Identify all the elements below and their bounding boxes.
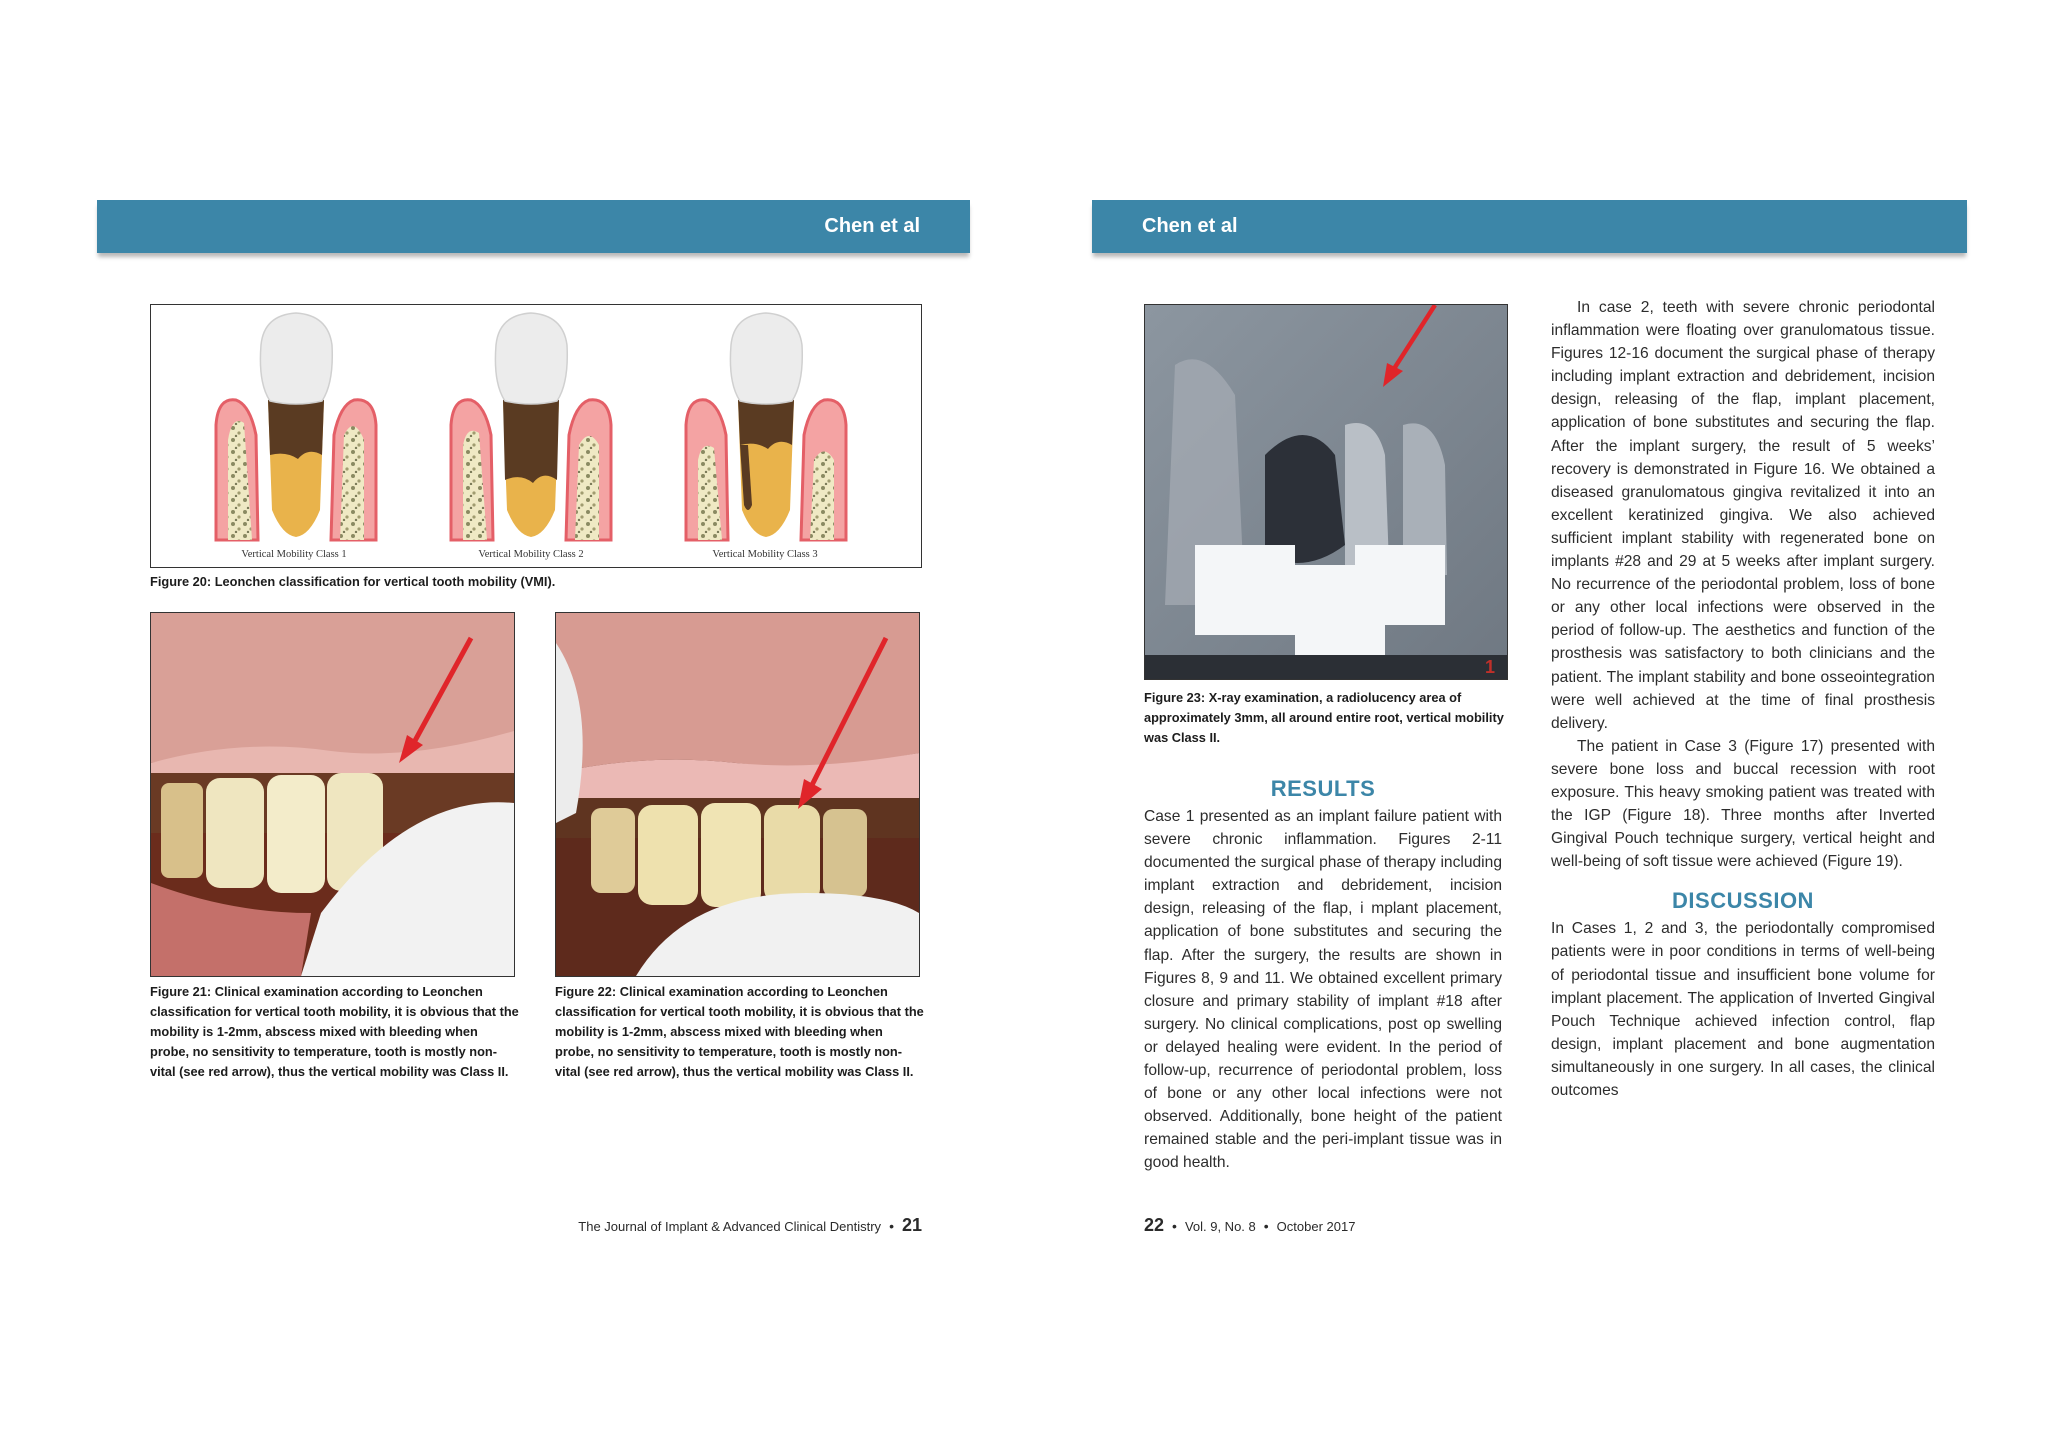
fig21-caption-label: Figure 21:	[150, 984, 212, 999]
figure-20-caption	[150, 572, 920, 592]
figure-22-caption	[555, 982, 925, 1082]
tooth-class-3	[686, 313, 846, 540]
left-header-title: Chen et al	[824, 215, 920, 237]
figure-23-caption	[1144, 688, 1504, 748]
results-paragraph: Case 1 presented as an implant failure patient with severe chronic inflammation. Figures 2-11 documented the surgical phase of therapy including implant extraction and debridement, incision design, releasing of the flap, i mplant placement, application of bone substitutes and securing the flap. After the surgery, the results are shown in Figures 8, 9 and 11. We obtained excellent primary closure and primary stability of implant #18 after surgery. No clinical complications, post op swelling or delayed healing were evident. In the period of follow-up, recurrence of periodontal problem, loss of bone or any other local infections were not observed. Additionally, bone height of the patient remained stable and the peri-implant tissue was in good health.	[1144, 808, 1502, 1172]
figure-21-caption	[150, 982, 520, 1082]
discussion-heading: DISCUSSION	[1672, 888, 1814, 914]
fig20-label-class1: Vertical Mobility Class 1	[241, 549, 347, 560]
tooth-mobility-diagram	[151, 305, 921, 567]
xray-image	[1145, 305, 1507, 679]
fig20-caption-text: Leonchen classification for vertical tooth mobility (VMI).	[214, 574, 556, 589]
tooth-class-2	[451, 313, 611, 540]
footer-date: October 2017	[1276, 1219, 1356, 1234]
footer-left-page-number: 21	[901, 1215, 922, 1235]
clinical-photo-1	[151, 613, 514, 976]
figure-23-xray	[1144, 304, 1508, 680]
fig22-caption-text: Clinical examination according to Leonchen classification for vertical tooth mobility, it is obvious that the mobility is 1-2mm, abscess mixed with bleeding when probe, no sensitivity to temperature, tooth is mostly non-vital (see red arrow), thus the vertical mobility was Class II.	[555, 984, 924, 1079]
results-heading: RESULTS	[1270, 776, 1376, 801]
figure-20-diagram	[150, 304, 922, 568]
right-footer: 22 • Vol. 9, No. 8 • October 2017	[1144, 1215, 1356, 1235]
right-text-column	[1551, 296, 1935, 1102]
right-header-title: Chen et al	[1142, 215, 1238, 237]
fig23-caption-text: X-ray examination, a radiolucency area of approximately 3mm, all around entire root, vertical mobility was Class II.	[1144, 690, 1504, 745]
fig21-caption-text: Clinical examination according to Leonchen classification for vertical tooth mobility, it is obvious that the mobility is 1-2mm, abscess mixed with bleeding when probe, no sensitivity to temperature, tooth is mostly non-vital (see red arrow), thus the vertical mobility was Class II.	[150, 984, 519, 1079]
right-page	[1024, 0, 2048, 1448]
right-header-bar	[1092, 200, 1967, 253]
figure-21-photo	[150, 612, 515, 977]
fig20-label-class3: Vertical Mobility Class 3	[712, 549, 818, 560]
left-header-bar	[97, 200, 970, 253]
footer-volume: Vol. 9, No. 8	[1184, 1219, 1256, 1234]
footer-journal-name: The Journal of Implant & Advanced Clinical Dentistry	[578, 1219, 882, 1234]
results-column	[1144, 771, 1502, 1175]
fig20-label-class2: Vertical Mobility Class 2	[478, 549, 584, 560]
left-footer: The Journal of Implant & Advanced Clinical Dentistry • 21	[578, 1215, 922, 1235]
figure-22-photo	[555, 612, 920, 977]
fig23-caption-label: Figure 23:	[1144, 690, 1206, 705]
discussion-paragraph: In Cases 1, 2 and 3, the periodontally compromised patients were in poor conditions in terms of well-being of periodontal tissue and insufficient bone volume for implant placement. The application of Inverted Gingival Pouch Technique achieved infection control, flap design, implant placement and bone augmentation simultaneously in one surgery. In all cases, the clinical outcomes	[1551, 920, 1935, 1099]
footer-right-page-number: 22	[1144, 1215, 1165, 1235]
case3-paragraph: The patient in Case 3 (Figure 17) presented with severe bone loss and buccal recession with root exposure. This heavy smoking patient was treated with the IGP (Figure 18). Three months after Inverted Gingival Pouch technique surgery, vertical height and well-being of soft tissue were achieved (Figure 19).	[1551, 737, 1935, 871]
xray-corner-mark: 1	[1485, 657, 1496, 677]
fig20-caption-label: Figure 20:	[150, 574, 212, 589]
case2-paragraph: In case 2, teeth with severe chronic periodontal inflammation were floating over granulomatous tissue. Figures 12-16 document the surgical phase of therapy including implant extraction and debridement, incision design, releasing of the flap, implant placement, application of bone substitutes and securing the flap. After the implant surgery, the result of 5 weeks’ recovery is demonstrated in Figure 16. We obtained a diseased granulomatous gingiva revitalized it into an excellent keratinized gingiva. We also achieved sufficient implant stability with regenerated bone on implants #28 and 29 at 5 weeks after implant surgery. No recurrence of the periodontal problem, loss of bone or any other local infections were observed in the period of follow-up. The aesthetics and function of the prosthesis was satisfactory to both clinicians and the patient. The implant stability and bone osseointegration were well achieved at the time of final prosthesis delivery.	[1551, 299, 1935, 732]
clinical-photo-2	[556, 613, 919, 976]
fig22-caption-label: Figure 22:	[555, 984, 617, 999]
tooth-class-1	[216, 313, 376, 540]
